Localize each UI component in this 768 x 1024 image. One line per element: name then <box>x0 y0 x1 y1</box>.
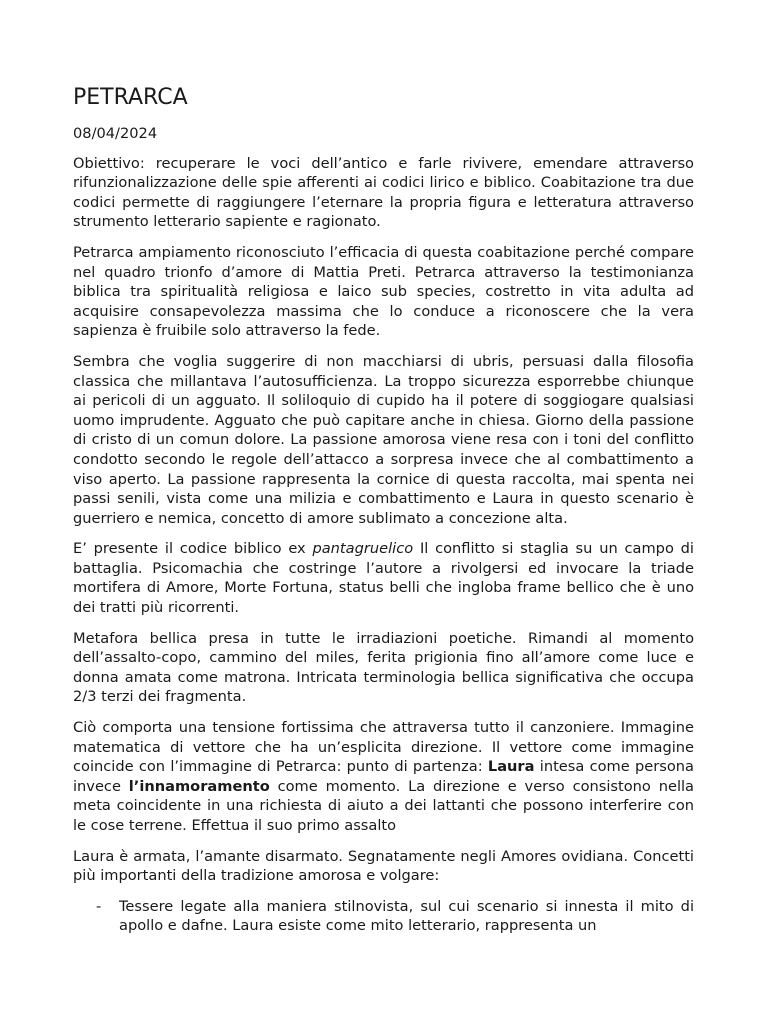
paragraph-coabitazione: Petrarca ampiamento riconosciuto l’efficacia di questa coabitazione perché compare nel quadro trionfo d’amore di Mattia Preti. Petrarca attraverso la testimonianza biblica tra spiritualità religiosa e laico sub species, costretto in vita adulta ad acquisire consapevolezza massima che lo conduce a riconoscere che la vera sapienza è fruibile solo attraverso la fede. <box>73 243 694 340</box>
text-run: come momento. La direzione e verso consistono nella meta coincidente in una richiesta di aiuto a dei lattanti che possono interferire con le cose terrene. Effettua il suo primo assalto <box>73 777 694 834</box>
italic-term: pantagruelico <box>312 540 414 558</box>
list-bullet: - <box>96 897 102 915</box>
bold-term-laura: Laura <box>487 758 535 776</box>
text-run: E’ presente il codice biblico ex <box>73 540 313 558</box>
text-run: Ciò comporta una tensione fortissima che attraversa tutto il canzoniere. Immagine matematica di vettore che ha un’esplicita direzione. Il vettore come immagine coincide con l’immagine di Petrarca: punto di partenza: <box>73 719 694 776</box>
paragraph-vettore <box>73 718 694 836</box>
text-run: intesa come persona invece <box>73 758 694 795</box>
paragraph-codice-biblico <box>73 539 694 617</box>
document-title: PETRARCA <box>73 85 188 110</box>
paragraph-metafora-bellica: Metafora bellica presa in tutte le irradiazioni poetiche. Rimandi al momento dell’assalto-copo, cammino del miles, ferita prigionia fino all’amore come luce e donna amata come matrona. Intricata terminologia bellica significativa che occupa 2/3 terzi dei fragmenta. <box>73 629 694 706</box>
document-page <box>73 84 694 936</box>
concept-list <box>73 897 694 936</box>
list-item <box>73 897 694 936</box>
bold-term-innamoramento: l’innamoramento <box>128 777 270 795</box>
paragraph-ubris: Sembra che voglia suggerire di non macchiarsi di ubris, persuasi dalla filosofia classica che millantava l’autosufficienza. La troppo sicurezza esporrebbe chiunque ai pericoli di un agguato. Il soliloquio di cupido ha il potere di soggiogare qualsiasi uomo imprudente. Agguato che può capitare anche in chiesa. Giorno della passione di cristo di un comun dolore. La passione amorosa viene resa con i toni del conflitto condotto secondo le regole dell’attacco a sorpresa invece che al combattimento a viso aperto. La passione rappresenta la cornice di questa raccolta, mai spenta nei passi senili, vista come una milizia e combattimento e Laura in questo scenario è guerriero e nemica, concetto di amore sublimato a concezione alta. <box>73 352 694 527</box>
document-date: 08/04/2024 <box>73 125 158 142</box>
list-item-text: Tessere legate alla maniera stilnovista, sul cui scenario si innesta il mito di apollo e dafne. Laura esiste come mito letterario, rappresenta un <box>119 897 694 935</box>
paragraph-objective: Obiettivo: recuperare le voci dell’antico e farle rivivere, emendare attraverso rifunzionalizzazione delle spie afferenti ai codici lirico e biblico. Coabitazione tra due codici permette di raggiungere l’eternare la propria figura e letteratura attraverso strumento letterario sapiente e ragionato. <box>73 154 694 231</box>
paragraph-laura-armata: Laura è armata, l’amante disarmato. Segnatamente negli Amores ovidiana. Concetti più importanti della tradizione amorosa e volgare: <box>73 847 694 885</box>
text-run: Il conflitto si staglia su un campo di battaglia. Psicomachia che costringe l’autore a rivolgersi ed invocare la triade mortifera di Amore, Morte Fortuna, status belli che ingloba frame bellico che è uno dei tratti più ricorrenti. <box>73 540 694 617</box>
